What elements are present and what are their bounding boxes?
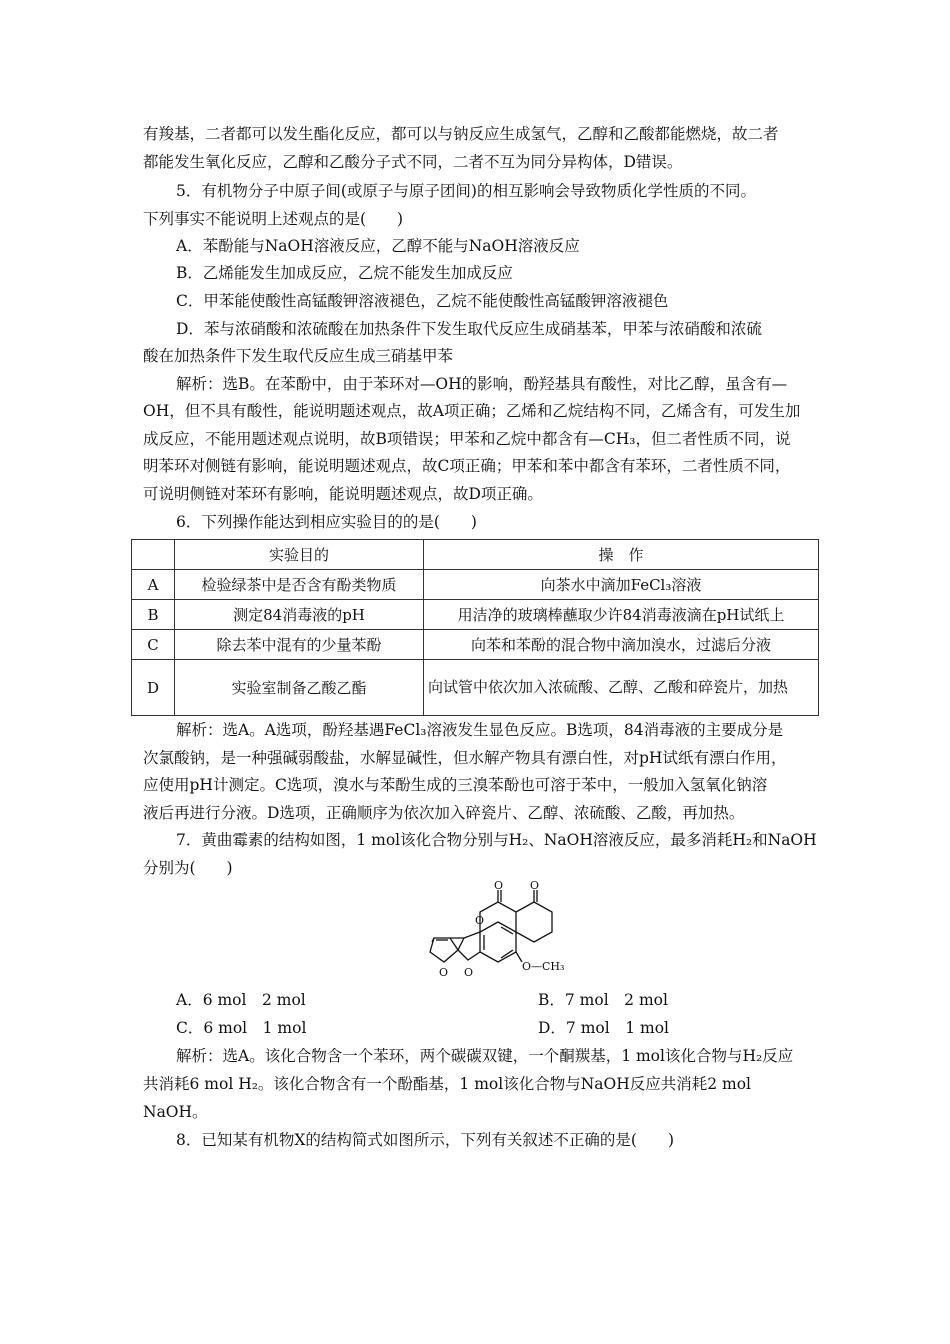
- table-header-cell: 实验目的: [175, 540, 424, 570]
- table-row: [132, 630, 819, 660]
- aflatoxin-structure-diagram: [410, 880, 580, 990]
- answer-5: 明苯环对侧链有影响，能说明题述观点，故C项正确；甲苯和苯中都含有苯环，二者性质不同，: [143, 457, 791, 475]
- table-cell: 向试管中依次加入浓硫酸、乙醇、乙酸和碎瓷片，加热: [424, 660, 819, 716]
- question-5-option-d: 酸在加热条件下发生取代反应生成三硝基甲苯: [143, 347, 454, 365]
- answer-7: 共消耗6 mol H₂。该化合物含有一个酚酯基，1 mol该化合物与NaOH反应共消耗2 mol: [143, 1075, 752, 1093]
- text-line: 有羧基，二者都可以发生酯化反应，都可以与钠反应生成氢气，乙醇和乙酸都能燃烧，故二者: [143, 125, 779, 143]
- table-row: [132, 600, 819, 630]
- table-header-cell: [132, 540, 175, 570]
- table-cell: 测定84消毒液的pH: [175, 600, 424, 630]
- answer-5: 可说明侧链对苯环有影响，能说明题述观点，故D项正确。: [143, 485, 543, 503]
- table-row: [132, 660, 819, 716]
- atom-label: O: [464, 966, 474, 979]
- atom-label: O—CH₃: [522, 960, 565, 973]
- atom-label: O: [530, 880, 540, 892]
- table-cell: 向茶水中滴加FeCl₃溶液: [424, 570, 819, 600]
- question-7-option-a: A．6 mol 2 mol: [176, 991, 306, 1009]
- question-6-stem: 6．下列操作能达到相应实验目的的是( ): [176, 513, 477, 531]
- atom-label: O: [439, 966, 449, 979]
- question-5-stem: 5．有机物分子中原子间(或原子与原子团间)的相互影响会导致物质化学性质的不同。: [176, 182, 756, 200]
- table-cell: 检验绿茶中是否含有酚类物质: [175, 570, 424, 600]
- question-5-option-b: B．乙烯能发生加成反应，乙烷不能发生加成反应: [176, 264, 513, 282]
- answer-7: 解析：选A。该化合物含一个苯环，两个碳碳双键，一个酮羰基，1 mol该化合物与H₂反应: [176, 1047, 794, 1065]
- question-5-option-a: A．苯酚能与NaOH溶液反应，乙醇不能与NaOH溶液反应: [176, 237, 580, 255]
- table-row: [132, 570, 819, 600]
- table-cell: 用洁净的玻璃棒蘸取少许84消毒液滴在pH试纸上: [424, 600, 819, 630]
- question-5-option-d: D．苯与浓硝酸和浓硫酸在加热条件下发生取代反应生成硝基苯，甲苯与浓硝酸和浓硫: [176, 320, 762, 338]
- atom-label: O: [494, 880, 504, 892]
- atom-label: O: [475, 914, 485, 927]
- question-5-option-c: C．甲苯能使酸性高锰酸钾溶液褪色，乙烷不能使酸性高锰酸钾溶液褪色: [176, 292, 669, 310]
- question-5-stem: 下列事实不能说明上述观点的是( ): [143, 210, 404, 228]
- answer-5: OH，但不具有酸性，能说明题述观点，故A项正确；乙烯和乙烷结构不同，乙烯含有，可发生加: [143, 402, 801, 420]
- question-7-stem: 7．黄曲霉素的结构如图，1 mol该化合物分别与H₂、NaOH溶液反应，最多消耗H₂和NaOH: [176, 831, 817, 849]
- answer-6: 液后再进行分液。D选项，正确顺序为依次加入碎瓷片、乙醇、浓硫酸、乙酸，再加热。: [143, 804, 745, 822]
- answer-6: 解析：选A。A选项，酚羟基遇FeCl₃溶液发生显色反应。B选项，84消毒液的主要成分是: [176, 721, 784, 739]
- table-header-cell: 操 作: [424, 540, 819, 570]
- question-7-stem: 分别为( ): [143, 859, 233, 877]
- table-cell: C: [132, 630, 175, 660]
- table-cell: D: [132, 660, 175, 716]
- table-header-row: [132, 540, 819, 570]
- table-cell: A: [132, 570, 175, 600]
- table-cell: 除去苯中混有的少量苯酚: [175, 630, 424, 660]
- experiment-table: [131, 539, 819, 716]
- table-cell: 向苯和苯酚的混合物中滴加溴水，过滤后分液: [424, 630, 819, 660]
- answer-5: 成反应，不能用题述观点说明，故B项错误；甲苯和乙烷中都含有—CH₃，但二者性质不同，说: [143, 430, 791, 448]
- answer-6: 应使用pH计测定。C选项，溴水与苯酚生成的三溴苯酚也可溶于苯中，一般加入氢氧化钠溶: [143, 776, 768, 794]
- question-8-stem: 8．已知某有机物X的结构简式如图所示，下列有关叙述不正确的是( ): [176, 1131, 674, 1149]
- text-line: 都能发生氧化反应，乙醇和乙酸分子式不同，二者不互为同分异构体，D错误。: [143, 153, 683, 171]
- question-7-option-c: C．6 mol 1 mol: [176, 1019, 307, 1037]
- table-cell: B: [132, 600, 175, 630]
- answer-6: 次氯酸钠，是一种强碱弱酸盐，水解显碱性，但水解产物具有漂白性，对pH试纸有漂白作用，: [143, 749, 787, 767]
- table-cell: 实验室制备乙酸乙酯: [175, 660, 424, 716]
- question-7-option-d: D．7 mol 1 mol: [538, 1019, 669, 1037]
- question-7-option-b: B．7 mol 2 mol: [538, 991, 668, 1009]
- answer-5: 解析：选B。在苯酚中，由于苯环对—OH的影响，酚羟基具有酸性，对比乙醇，虽含有—: [176, 375, 788, 393]
- answer-7: NaOH。: [143, 1103, 208, 1121]
